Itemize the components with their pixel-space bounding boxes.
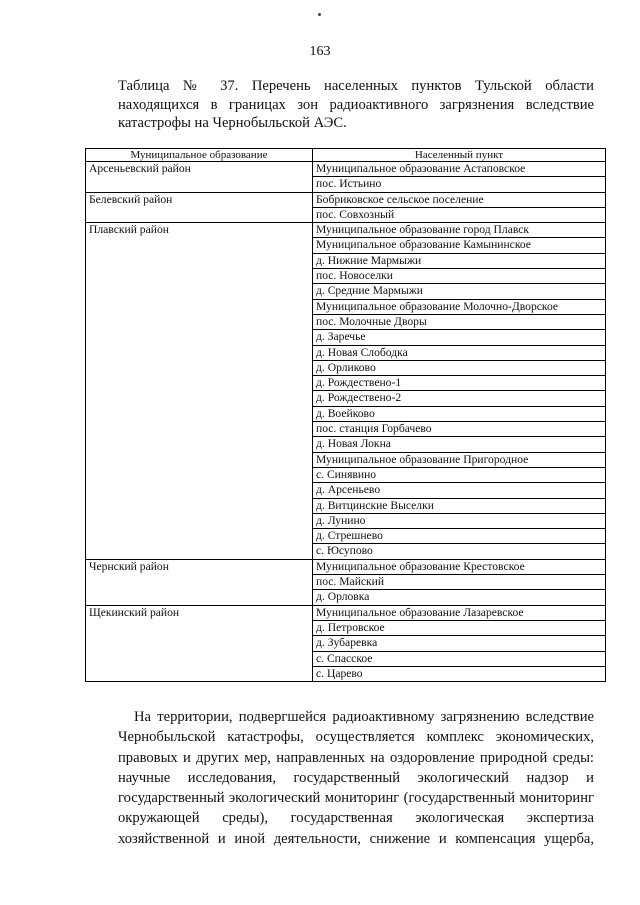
settlement-cell: Муниципальное образование Камынинское [313, 238, 606, 253]
caption-line: Таблица № 37. Перечень населенных пунктов Тульской области [118, 78, 594, 94]
settlement-cell: Муниципальное образование Молочно-Дворское [313, 299, 606, 314]
settlement-cell: Муниципальное образование Лазаревское [313, 605, 606, 620]
settlement-cell: д. Лунино [313, 513, 606, 528]
settlement-cell: д. Орликово [313, 360, 606, 375]
settlement-cell: Муниципальное образование город Плавск [313, 223, 606, 238]
body-paragraph [118, 707, 594, 849]
settlement-cell: пос. Майский [313, 575, 606, 590]
district-cell: Плавский район [86, 223, 313, 560]
settlement-cell: пос. Молочные Дворы [313, 314, 606, 329]
caption-line: катастрофы на Чернобыльской АЭС. [118, 115, 347, 131]
settlement-cell: с. Царево [313, 666, 606, 681]
settlement-cell: Муниципальное образование Пригородное [313, 452, 606, 467]
column-header-settlement: Населенный пункт [313, 149, 606, 162]
settlement-cell: с. Юсупово [313, 544, 606, 559]
settlement-cell: д. Зубаревка [313, 636, 606, 651]
settlement-cell: Муниципальное образование Крестовское [313, 559, 606, 574]
settlement-cell: д. Воейково [313, 406, 606, 421]
table-body [86, 162, 606, 682]
table-header-row [86, 149, 606, 162]
settlement-cell: пос. Истьино [313, 177, 606, 192]
district-cell: Щекинский район [86, 605, 313, 681]
settlement-cell: с. Синявино [313, 467, 606, 482]
paragraph-line: Чернобыльской катастрофы, осуществляется комплекс экономических, [118, 729, 594, 746]
district-cell: Чернский район [86, 559, 313, 605]
settlement-cell: Бобриковское сельское поселение [313, 192, 606, 207]
settlements-table [85, 148, 606, 682]
settlement-cell: д. Новая Локна [313, 437, 606, 452]
paragraph-line: окружающей среды), государственная экологическая экспертиза [118, 810, 594, 827]
table-row [86, 162, 606, 177]
settlement-cell: Муниципальное образование Астаповское [313, 162, 606, 177]
scan-speck [318, 13, 321, 16]
table-row [86, 223, 606, 238]
settlement-cell: д. Нижние Мармыжи [313, 253, 606, 268]
settlement-cell: д. Арсеньево [313, 483, 606, 498]
settlement-cell: д. Рождествено-2 [313, 391, 606, 406]
paragraph-line: хозяйственной и иной деятельности, снижение и компенсация ущерба, [118, 830, 594, 847]
table-row [86, 192, 606, 207]
settlement-cell: пос. Совхозный [313, 207, 606, 222]
paragraph-line: научные исследования, государственный экологический надзор и [118, 769, 594, 786]
settlement-cell: с. Спасское [313, 651, 606, 666]
table-row [86, 605, 606, 620]
district-cell: Белевский район [86, 192, 313, 223]
table-row [86, 559, 606, 574]
table-caption [118, 77, 594, 133]
settlement-cell: д. Рождествено-1 [313, 376, 606, 391]
settlement-cell: д. Витцинские Выселки [313, 498, 606, 513]
page-number: 163 [309, 44, 331, 59]
settlement-cell: пос. Новоселки [313, 269, 606, 284]
settlement-cell: д. Заречье [313, 330, 606, 345]
paragraph-line: правовых и других мер, направленных на оздоровление природной среды: [118, 749, 594, 766]
column-header-municipality: Муниципальное образование [86, 149, 313, 162]
settlement-cell: д. Петровское [313, 620, 606, 635]
district-cell: Арсеньевский район [86, 162, 313, 193]
caption-line: находящихся в границах зон радиоактивного загрязнения вследствие [118, 96, 594, 113]
settlement-cell: д. Новая Слободка [313, 345, 606, 360]
settlement-cell: д. Орловка [313, 590, 606, 605]
settlement-cell: д. Стрешнево [313, 529, 606, 544]
settlement-cell: д. Средние Мармыжи [313, 284, 606, 299]
paragraph-line: На территории, подвергшейся радиоактивному загрязнению вследствие [134, 709, 594, 725]
settlement-cell: пос. станция Горбачево [313, 422, 606, 437]
paragraph-line: государственный экологический мониторинг (государственный мониторинг [118, 790, 594, 807]
